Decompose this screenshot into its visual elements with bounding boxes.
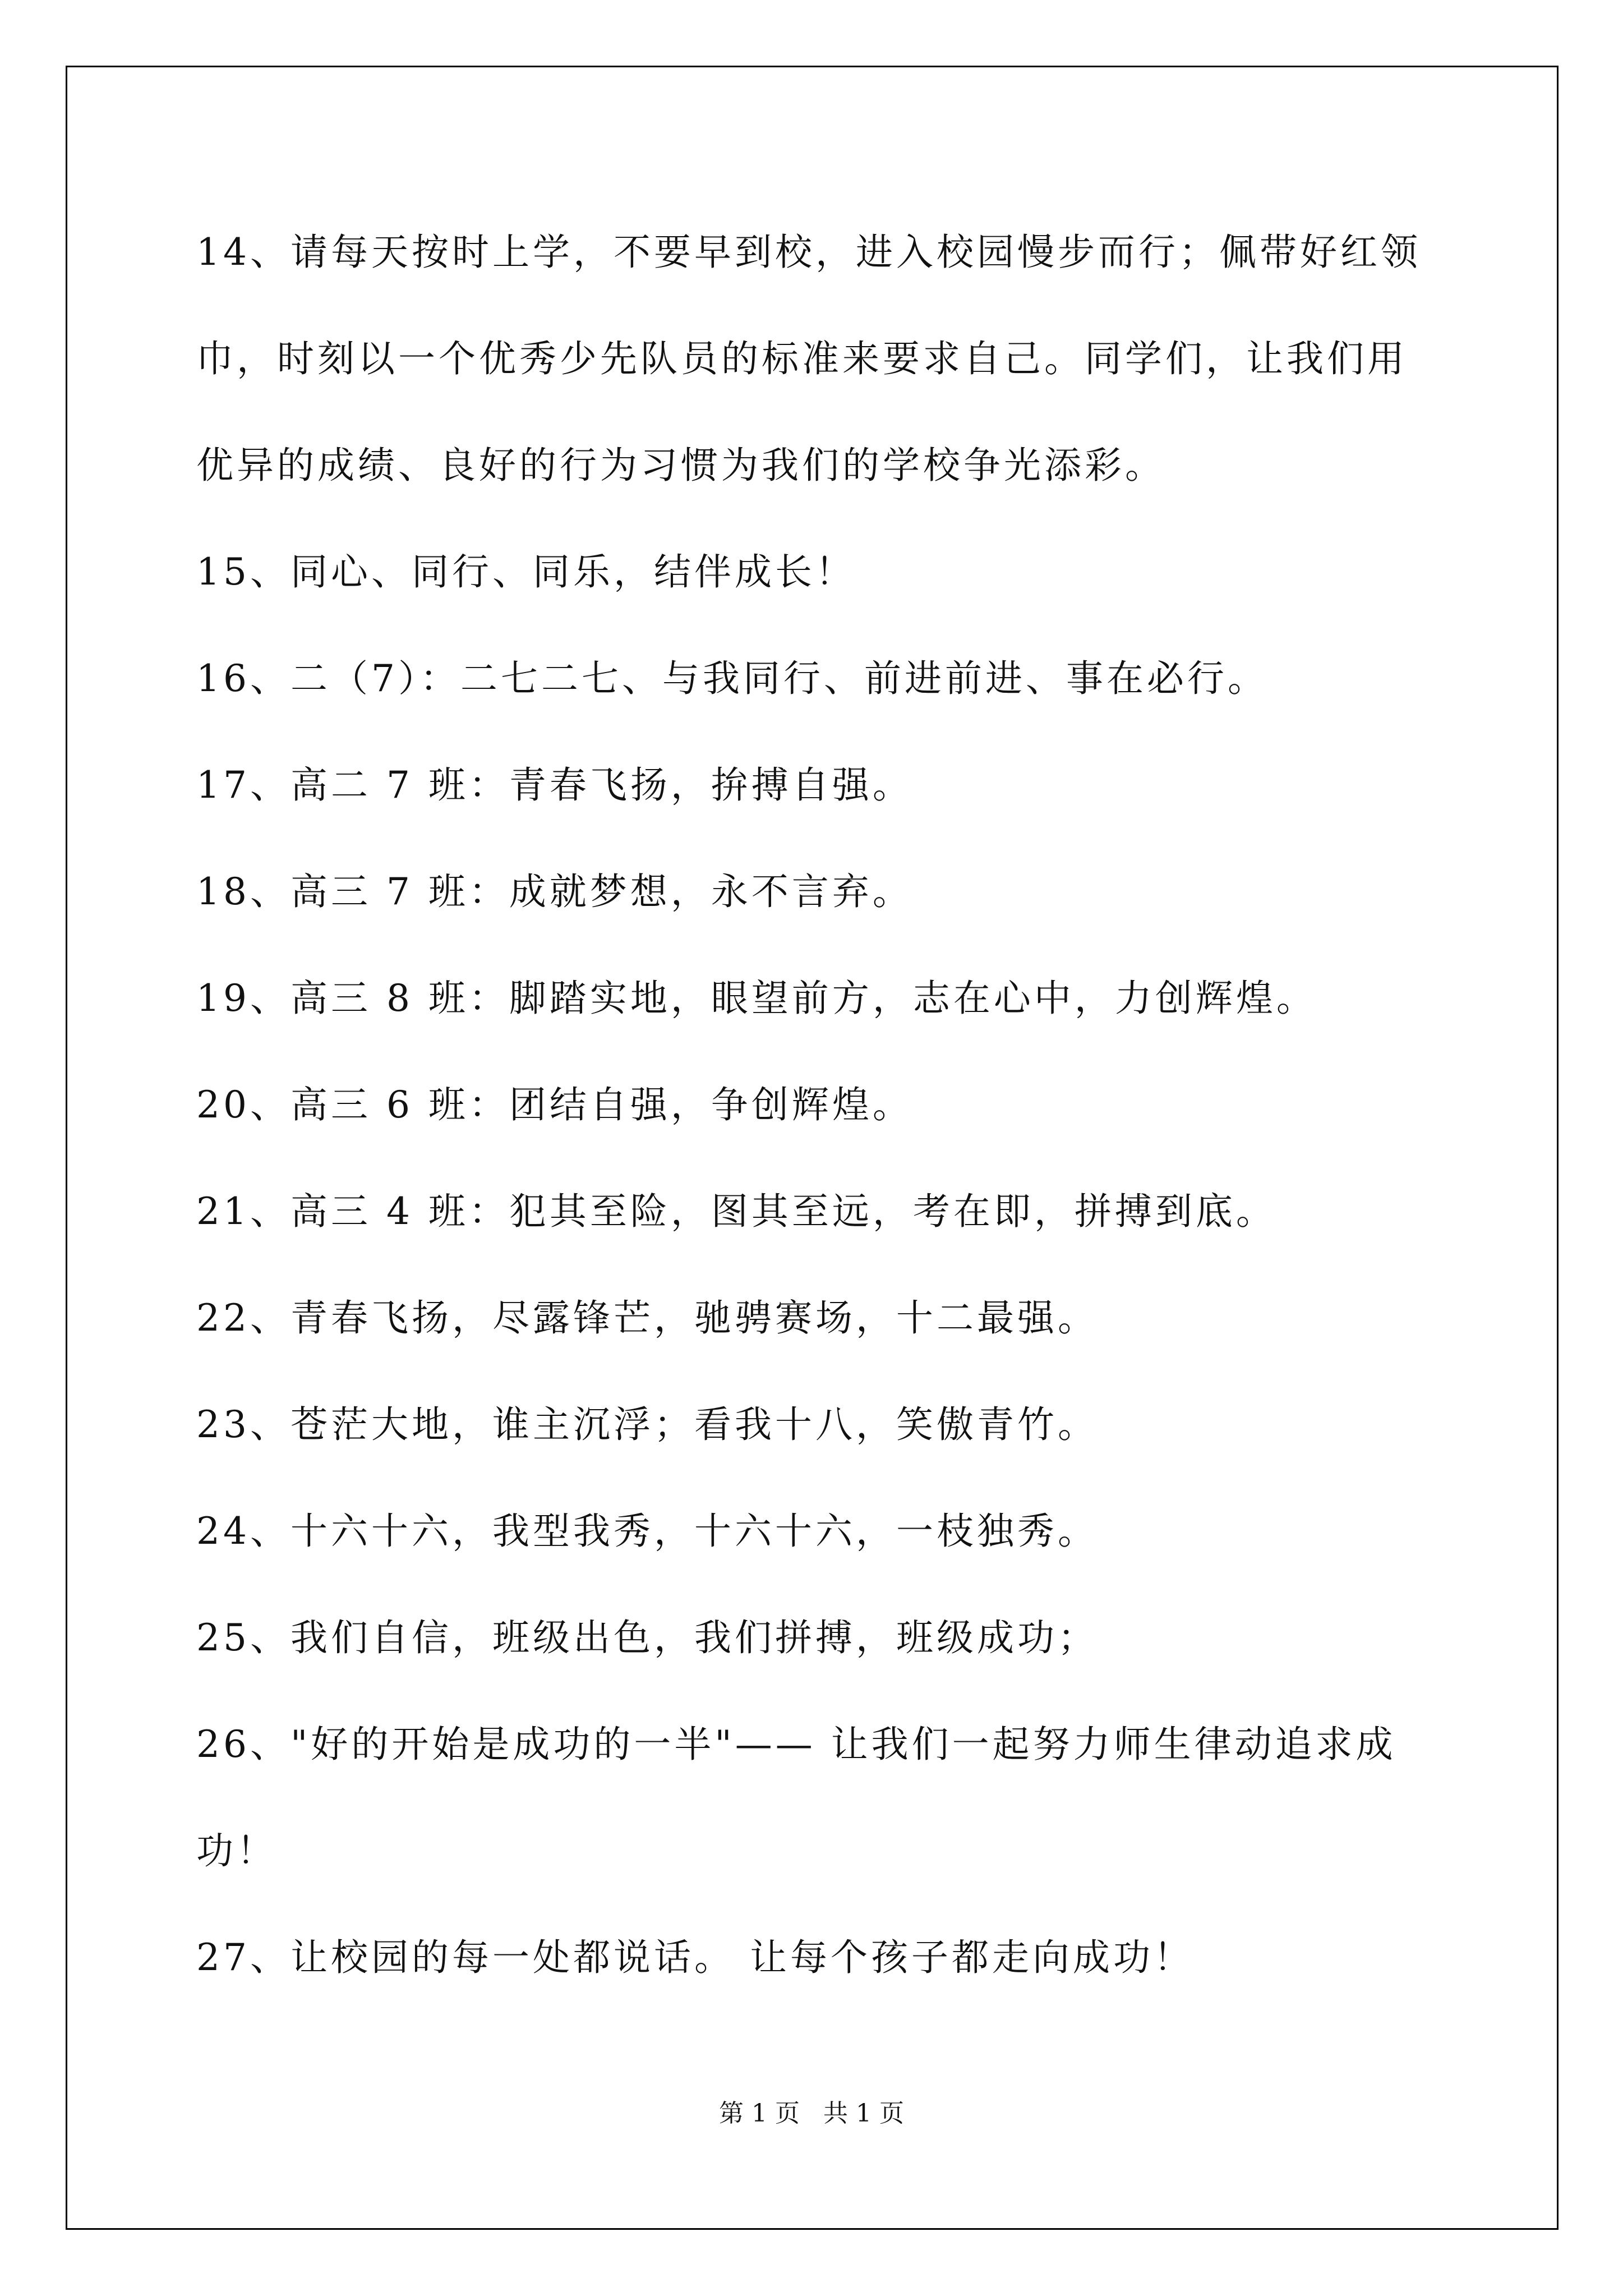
text-line-item-24: 24、十六十六，我型我秀，十六十六，一枝独秀。 (196, 1510, 1098, 1553)
text-line-item-20: 20、高三 6 班：团结自强，争创辉煌。 (196, 1083, 913, 1126)
text-line-item-26-cont: 功！ (196, 1829, 277, 1872)
text-line-item-27: 27、让校园的每一处都说话。 让每个孩子都走向成功！ (196, 1936, 1194, 1979)
text-line-item-23: 23、苍茫大地，谁主沉浮；看我十八，笑傲青竹。 (196, 1403, 1098, 1446)
text-line-item-22: 22、青春飞扬，尽露锋芒，驰骋赛场，十二最强。 (196, 1296, 1098, 1340)
text-line-item-18: 18、高三 7 班：成就梦想，永不言弃。 (196, 870, 913, 913)
text-line-item-16: 16、二（7）：二七二七、与我同行、前进前进、事在必行。 (196, 657, 1268, 700)
page-footer: 第 1 页 共 1 页 (719, 2099, 904, 2128)
page-border (66, 66, 1559, 2230)
text-line-item-25: 25、我们自信，班级出色，我们拼搏，班级成功； (196, 1616, 1098, 1659)
text-line-item-14: 14、请每天按时上学，不要早到校，进入校园慢步而行；佩带好红领 (196, 231, 1421, 274)
text-line-item-19: 19、高三 8 班：脚踏实地，眼望前方，志在心中，力创辉煌。 (196, 977, 1317, 1020)
text-line-item-17: 17、高二 7 班：青春飞扬，拚搏自强。 (196, 763, 913, 807)
text-line-item-14-cont-2: 优异的成绩、良好的行为习惯为我们的学校争光添彩。 (196, 444, 1165, 487)
text-line-item-21: 21、高三 4 班：犯其至险，图其至远，考在即，拼搏到底。 (196, 1190, 1276, 1233)
text-line-item-26: 26、"好的开始是成功的一半"—— 让我们一起努力师生律动追求成 (196, 1723, 1396, 1766)
text-line-item-14-cont-1: 巾，时刻以一个优秀少先队员的标准来要求自己。同学们，让我们用 (196, 337, 1408, 380)
text-line-item-15: 15、同心、同行、同乐，结伴成长！ (196, 550, 856, 593)
